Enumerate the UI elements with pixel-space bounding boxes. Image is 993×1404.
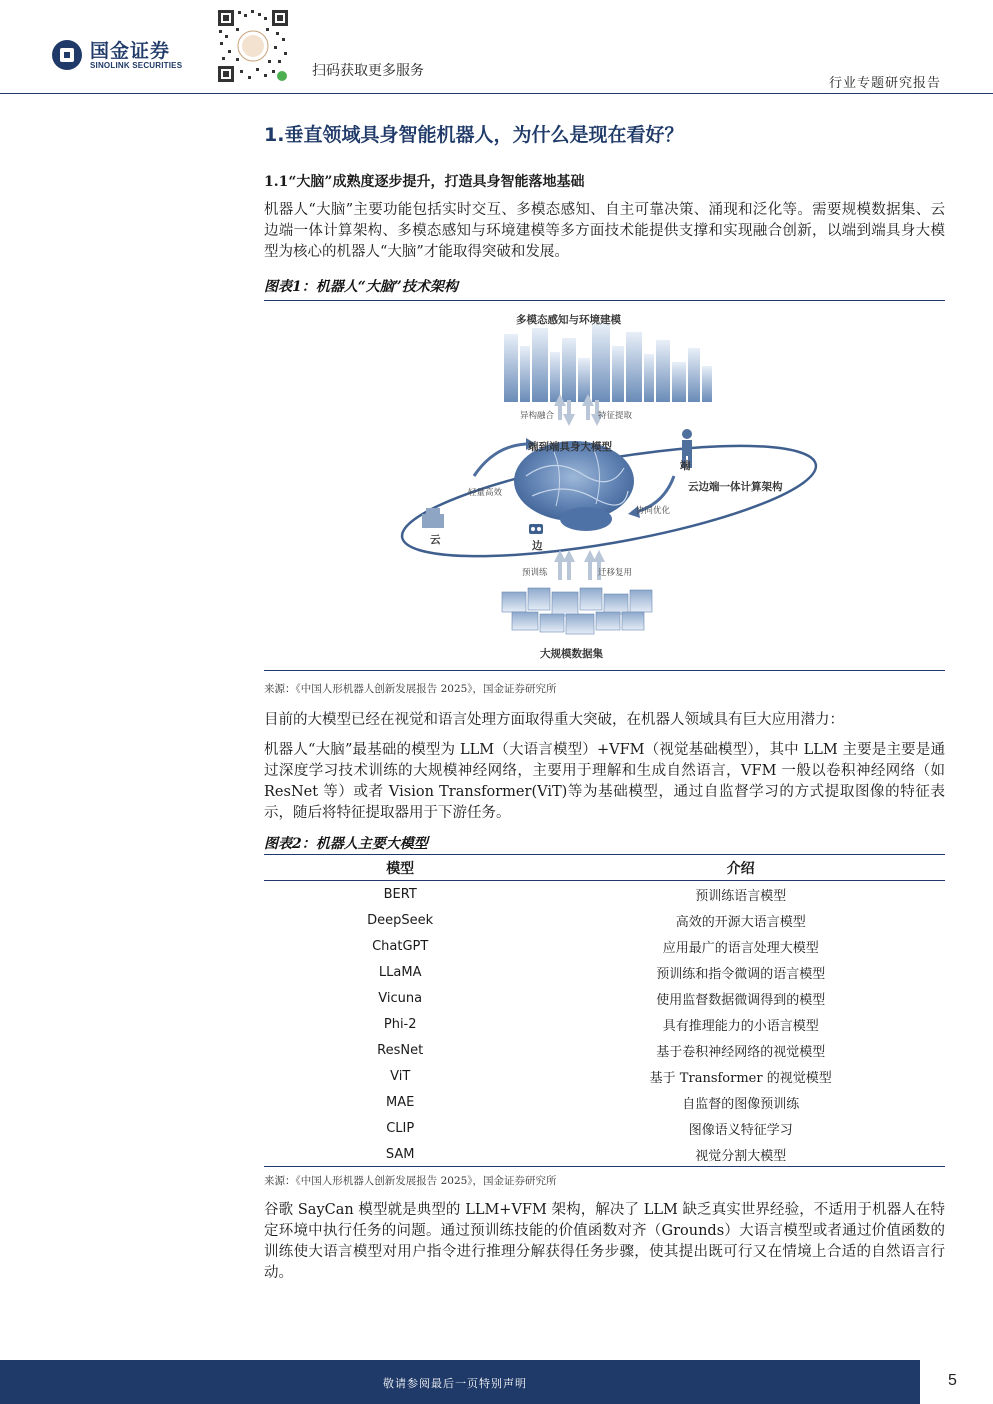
page-footer [0, 1360, 993, 1404]
logo-name-en: SINOLINK SECURITIES [90, 60, 183, 70]
figure-2-title: 图表2：机器人主要大模型 [264, 836, 428, 852]
model-description: 使用监督数据微调得到的模型 [656, 992, 826, 1008]
model-description: 应用最广的语言处理大模型 [662, 940, 819, 956]
label-end-to-end-model: 端到端具身大模型 [528, 441, 612, 453]
model-name: SAM [385, 1146, 415, 1162]
architecture-illustration [264, 306, 945, 676]
column-header-description: 介绍 [536, 856, 945, 881]
label-heterogeneous-fusion: 异构融合 [520, 411, 555, 421]
qr-code-icon[interactable] [216, 8, 290, 84]
model-description: 预训练和指令微调的语言模型 [656, 966, 826, 982]
label-edge: 边 [532, 540, 543, 552]
dataset-blocks [502, 588, 652, 634]
header-divider [0, 93, 993, 94]
page-number: 5 [948, 1372, 957, 1389]
label-cloud-edge-end-arch: 云边端一体计算架构 [688, 481, 783, 493]
paragraph-2: 目前的大模型已经在视觉和语言处理方面取得重大突破，在机器人领域具有巨大应用潜力： [264, 712, 844, 728]
label-transfer-reuse: 迁移复用 [598, 568, 633, 578]
model-name: DeepSeek [367, 912, 434, 928]
label-lightweight: 轻量高效 [468, 488, 503, 498]
logo-icon [52, 40, 82, 70]
model-description: 图像语义特征学习 [688, 1122, 793, 1138]
report-type: 行业专题研究报告 [828, 76, 941, 91]
model-name: LLaMA [378, 964, 422, 980]
subsection-title: 1.1“大脑”成熟度逐步提升，打造具身智能落地基础 [264, 174, 585, 190]
paragraph-3: 机器人“大脑”最基础的模型为 LLM（大语言模型）+VFM（视觉基础模型），其中 LLM 主要是主要是通过深度学习技术训练的大规模神经网络，主要用于理解和生成自然语言，VFM 一般以卷积神经网络（如 ResNet 等）或者 Vision Transformer(ViT)等为基础模型，通过自监督学习的方式提取图像的特征表示，随后将特征提取器用于下游任务。 [264, 742, 945, 821]
model-name: BERT [383, 886, 417, 902]
model-description: 基于卷积神经网络的视觉模型 [656, 1044, 826, 1060]
figure-1-title: 图表1：机器人“大脑”技术架构 [264, 279, 458, 295]
model-description: 视觉分割大模型 [695, 1148, 787, 1164]
table-row [264, 1037, 945, 1063]
table-row [264, 959, 945, 985]
paragraph-4: 谷歌 SayCan 模型就是典型的 LLM+VFM 架构，解决了 LLM 缺乏真实世界经验，不适用于机器人在特定环境中执行任务的问题。通过预训练技能的价值函数对齐（Grounds）大语言模型或者通过价值函数的训练使大语言模型对用户指令进行推理分解获得任务步骤，使其提出既可行又在情境上合适的自然语言行动。 [264, 1202, 945, 1281]
page-header [0, 0, 993, 96]
model-name: Vicuna [378, 990, 423, 1006]
label-feature-extraction: 特征提取 [598, 411, 633, 421]
table-row [264, 1089, 945, 1115]
model-description: 基于 Transformer 的视觉模型 [649, 1070, 832, 1086]
figure-1-bottom-rule [264, 670, 945, 671]
model-description: 高效的开源大语言模型 [675, 914, 806, 930]
model-name: MAE [386, 1094, 415, 1110]
table-row [264, 881, 945, 908]
model-name: ChatGPT [372, 938, 429, 954]
table-row [264, 1011, 945, 1037]
edge-device-icon [529, 524, 543, 534]
model-name: ResNet [377, 1042, 424, 1058]
label-end: 端 [680, 460, 691, 472]
table-header-row [264, 856, 945, 881]
logo-name-cn: 国金证券 [90, 39, 171, 62]
table-row [264, 1063, 945, 1089]
section-title: 1.垂直领域具身智能机器人，为什么是现在看好？ [264, 124, 684, 146]
label-collab-optimize: 协同优化 [636, 506, 671, 516]
figure-1-diagram [264, 306, 945, 676]
table-row [264, 933, 945, 959]
figure-1-source: 来源：《中国人形机器人创新发展报告 2025》，国金证券研究所 [264, 683, 557, 695]
model-description: 预训练语言模型 [695, 888, 787, 904]
figure-2-source: 来源：《中国人形机器人创新发展报告 2025》，国金证券研究所 [264, 1175, 557, 1187]
model-name: Phi-2 [383, 1016, 417, 1032]
city-skyline [504, 324, 712, 402]
model-name: CLIP [386, 1120, 415, 1136]
table-row [264, 1115, 945, 1141]
label-pretrain: 预训练 [522, 568, 548, 578]
figure-1-top-rule [264, 300, 945, 301]
label-multimodal: 多模态感知与环境建模 [516, 314, 621, 326]
brain-icon [514, 441, 634, 531]
label-cloud: 云 [430, 534, 441, 546]
table-row [264, 907, 945, 933]
company-logo [52, 40, 182, 70]
figure-2-bottom-rule [264, 1166, 945, 1167]
table-row [264, 985, 945, 1011]
model-description: 自监督的图像预训练 [682, 1096, 800, 1112]
table-row [264, 1141, 945, 1167]
figure-2-top-rule [264, 854, 945, 855]
scan-caption: 扫码获取更多服务 [312, 63, 424, 79]
paragraph-1: 机器人“大脑”主要功能包括实时交互、多模态感知、自主可靠决策、涌现和泛化等。需要规模数据集、云边端一体计算架构、多模态感知与环境建模等多方面技术能提供支撑和实现融合创新，以端到端具身大模型为核心的机器人“大脑”才能取得突破和发展。 [264, 202, 945, 260]
column-header-model: 模型 [264, 856, 536, 881]
footer-disclaimer: 敬请参阅最后一页特别声明 [383, 1377, 527, 1390]
model-description: 具有推理能力的小语言模型 [662, 1018, 819, 1034]
model-name: ViT [390, 1068, 411, 1084]
label-large-dataset: 大规模数据集 [540, 648, 603, 660]
model-table [264, 856, 945, 1167]
